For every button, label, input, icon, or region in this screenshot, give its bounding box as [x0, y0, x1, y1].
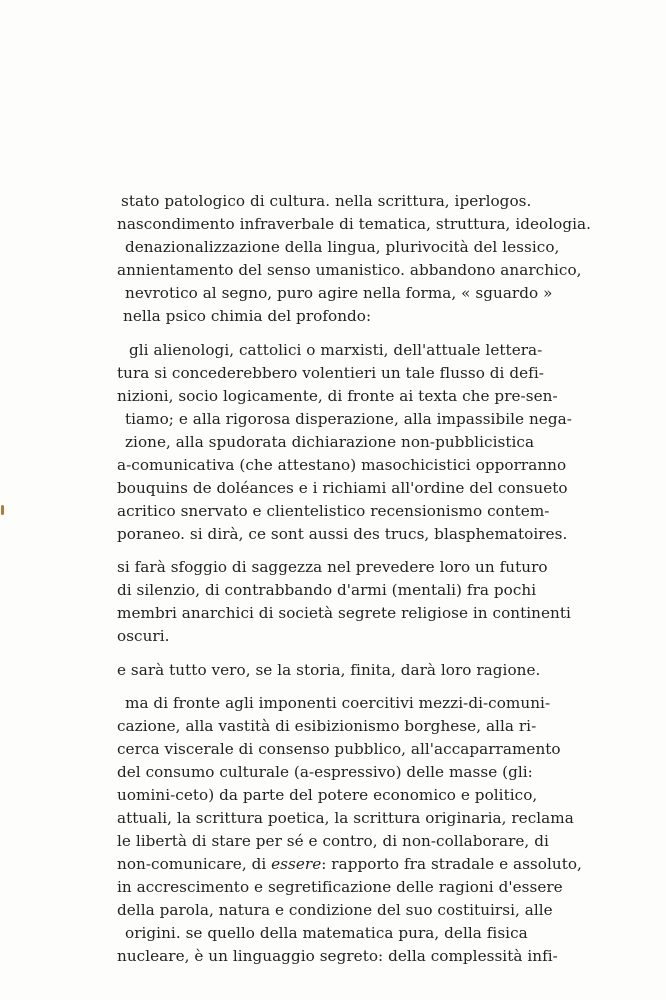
- text-line: nascondimento infraverbale di tematica, struttura, ideologia.: [117, 215, 591, 233]
- text-line: cazione, alla vastità di esibizionismo borghese, alla ri-: [117, 717, 537, 735]
- text-line: [117, 855, 582, 873]
- text-line: zione, alla spudorata dichiarazione non-pubblicistica: [125, 433, 535, 451]
- text-line: poraneo. si dirà, ce sont aussi des trucs, blasphematoires.: [117, 525, 568, 543]
- italic-word: essere: [271, 855, 322, 873]
- text-line: tura si concederebbero volentieri un tale flusso di defi-: [117, 364, 544, 382]
- text-line: nevrotico al segno, puro agire nella forma, « sguardo »: [125, 284, 553, 302]
- text-run: : rapporto fra stradale e assoluto,: [321, 855, 582, 873]
- text-line: membri anarchici di società segrete religiose in continenti: [117, 604, 571, 622]
- text-line: annientamento del senso umanistico. abbandono anarchico,: [117, 261, 582, 279]
- text-line: in accrescimento e segretificazione delle ragioni d'essere: [117, 878, 563, 896]
- text-line: acritico snervato e clientelistico recensionismo contem-: [117, 502, 550, 520]
- text-line: origini. se quello della matematica pura, della fisica: [125, 924, 528, 942]
- text-run: non-comunicare, di: [117, 855, 272, 873]
- text-line: oscuri.: [117, 627, 170, 645]
- text-line: gli alienologi, cattolici o marxisti, dell'attuale lettera-: [129, 341, 543, 359]
- text-line: stato patologico di cultura. nella scrittura, iperlogos.: [121, 192, 532, 210]
- text-line: a-comunicativa (che attestano) masochicistici opporranno: [117, 456, 567, 474]
- text-line: le libertà di stare per sé e contro, di non-collaborare, di: [117, 832, 549, 850]
- text-line: del consumo culturale (a-espressivo) delle masse (gli:: [117, 763, 533, 781]
- text-line: denazionalizzazione della lingua, plurivocità del lessico,: [125, 238, 560, 256]
- paper-stain: [1, 505, 4, 515]
- text-line: nizioni, socio logicamente, di fronte ai texta che pre-sen-: [117, 387, 558, 405]
- text-line: e sarà tutto vero, se la storia, finita, darà loro ragione.: [117, 661, 541, 679]
- text-line: attuali, la scrittura poetica, la scrittura originaria, reclama: [117, 809, 574, 827]
- text-line: tiamo; e alla rigorosa disperazione, alla impassibile nega-: [125, 410, 572, 428]
- text-line: bouquins de doléances e i richiami all'ordine del consueto: [117, 479, 568, 497]
- text-line: ma di fronte agli imponenti coercitivi mezzi-di-comuni-: [125, 694, 551, 712]
- text-line: nella psico chimia del profondo:: [123, 307, 372, 325]
- text-line: uomini-ceto) da parte del potere economico e politico,: [117, 786, 538, 804]
- text-line: si farà sfoggio di saggezza nel prevedere loro un futuro: [117, 558, 548, 576]
- text-line: di silenzio, di contrabbando d'armi (mentali) fra pochi: [117, 581, 537, 599]
- text-line: della parola, natura e condizione del suo costituirsi, alle: [117, 901, 553, 919]
- text-line: nucleare, è un linguaggio segreto: della complessità infi-: [117, 947, 558, 965]
- text-line: cerca viscerale di consenso pubblico, all'accaparramento: [117, 740, 561, 758]
